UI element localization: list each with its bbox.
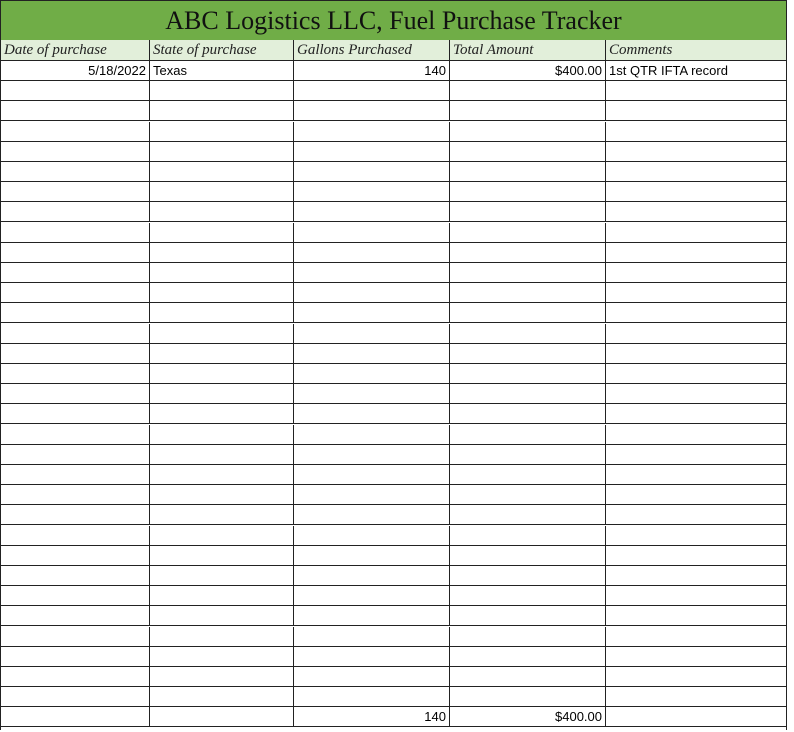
state-cell[interactable] <box>150 647 294 666</box>
total-amount-cell[interactable] <box>450 263 606 282</box>
total-amount-cell[interactable] <box>450 283 606 302</box>
total-amount-cell[interactable] <box>450 425 606 444</box>
header-date[interactable]: Date of purchase <box>1 40 150 60</box>
total-amount-cell[interactable] <box>450 182 606 201</box>
date-cell[interactable] <box>1 566 150 585</box>
state-cell[interactable] <box>150 263 294 282</box>
comments-cell[interactable] <box>606 142 786 161</box>
comments-cell[interactable] <box>606 465 786 484</box>
gallons-cell[interactable] <box>294 303 450 322</box>
total-amount-cell[interactable] <box>450 303 606 322</box>
date-cell[interactable] <box>1 465 150 484</box>
total-amount-cell[interactable] <box>450 202 606 221</box>
date-cell[interactable] <box>1 142 150 161</box>
gallons-cell[interactable] <box>294 202 450 221</box>
comments-cell[interactable] <box>606 243 786 262</box>
state-cell[interactable] <box>150 445 294 464</box>
total-amount-cell[interactable] <box>450 223 606 242</box>
comments-cell[interactable] <box>606 303 786 322</box>
state-cell[interactable]: Texas <box>150 61 294 80</box>
comments-cell[interactable] <box>606 566 786 585</box>
total-amount-cell[interactable] <box>450 324 606 343</box>
table-row <box>1 445 786 465</box>
total-amount-cell[interactable] <box>450 687 606 706</box>
state-cell[interactable] <box>150 142 294 161</box>
table-row <box>1 61 786 81</box>
table-row <box>1 344 786 364</box>
date-cell[interactable] <box>1 263 150 282</box>
comments-cell[interactable] <box>606 364 786 383</box>
state-cell[interactable] <box>150 122 294 141</box>
state-cell[interactable] <box>150 344 294 363</box>
comments-cell[interactable] <box>606 223 786 242</box>
comments-cell[interactable] <box>606 505 786 524</box>
table-row <box>1 81 786 101</box>
table-row <box>1 223 786 243</box>
table-row <box>1 404 786 424</box>
date-cell[interactable] <box>1 586 150 605</box>
total-amount-cell[interactable] <box>450 526 606 545</box>
state-cell[interactable] <box>150 324 294 343</box>
table-row <box>1 364 786 384</box>
table-row <box>1 202 786 222</box>
state-cell[interactable] <box>150 505 294 524</box>
comments-cell[interactable] <box>606 344 786 363</box>
gallons-cell[interactable]: 140 <box>294 707 450 726</box>
gallons-cell[interactable] <box>294 425 450 444</box>
date-cell[interactable] <box>1 667 150 686</box>
table-row <box>1 283 786 303</box>
comments-cell[interactable] <box>606 202 786 221</box>
gallons-cell[interactable] <box>294 384 450 403</box>
comments-cell[interactable]: 1st QTR IFTA record <box>609 63 728 78</box>
total-amount-cell[interactable] <box>450 445 606 464</box>
total-amount-cell[interactable] <box>450 627 606 646</box>
table-row <box>1 303 786 323</box>
date-cell[interactable] <box>1 647 150 666</box>
total-amount-cell[interactable] <box>450 344 606 363</box>
state-cell[interactable] <box>150 586 294 605</box>
date-cell[interactable] <box>1 283 150 302</box>
state-cell[interactable] <box>150 182 294 201</box>
comments-cell[interactable] <box>606 324 786 343</box>
gallons-cell[interactable] <box>294 546 450 565</box>
state-cell[interactable] <box>150 384 294 403</box>
header-total-amount[interactable]: Total Amount <box>450 40 606 60</box>
date-cell[interactable] <box>1 162 150 181</box>
state-cell[interactable] <box>150 202 294 221</box>
state-cell[interactable] <box>150 223 294 242</box>
date-cell[interactable] <box>1 707 150 726</box>
comments-cell[interactable] <box>606 485 786 504</box>
total-amount-cell[interactable] <box>450 404 606 423</box>
table-row <box>1 101 786 121</box>
state-cell[interactable] <box>150 687 294 706</box>
gallons-cell[interactable] <box>294 243 450 262</box>
date-cell[interactable] <box>1 182 150 201</box>
total-amount-cell[interactable] <box>450 142 606 161</box>
table-row <box>1 647 786 667</box>
total-amount-cell[interactable] <box>450 122 606 141</box>
state-cell[interactable] <box>150 707 294 726</box>
state-cell[interactable] <box>150 667 294 686</box>
title-bar <box>0 0 787 40</box>
date-cell[interactable] <box>1 485 150 504</box>
table-row <box>1 485 786 505</box>
comments-cell[interactable] <box>606 647 786 666</box>
date-cell[interactable] <box>1 425 150 444</box>
date-cell[interactable] <box>1 627 150 646</box>
state-cell[interactable] <box>150 162 294 181</box>
total-amount-cell[interactable] <box>450 667 606 686</box>
header-row <box>0 40 787 61</box>
comments-cell[interactable] <box>606 101 786 120</box>
date-cell[interactable] <box>1 101 150 120</box>
gallons-cell[interactable] <box>294 566 450 585</box>
total-amount-cell[interactable] <box>450 81 606 100</box>
date-cell[interactable] <box>1 364 150 383</box>
gallons-cell[interactable] <box>294 142 450 161</box>
total-amount-cell[interactable]: $400.00 <box>450 707 606 726</box>
state-cell[interactable] <box>150 566 294 585</box>
table-row <box>1 122 786 142</box>
state-cell[interactable] <box>150 546 294 565</box>
state-cell[interactable] <box>150 81 294 100</box>
gallons-cell[interactable] <box>294 687 450 706</box>
table-row <box>1 243 786 263</box>
gallons-cell[interactable] <box>294 606 450 625</box>
gallons-cell[interactable] <box>294 445 450 464</box>
gallons-cell[interactable] <box>294 101 450 120</box>
table-row <box>1 425 786 445</box>
comments-cell[interactable] <box>606 81 786 100</box>
comments-cell[interactable] <box>606 687 786 706</box>
gallons-cell[interactable] <box>294 223 450 242</box>
gallons-cell[interactable] <box>294 586 450 605</box>
comments-cell[interactable] <box>606 627 786 646</box>
total-amount-cell[interactable] <box>450 586 606 605</box>
date-cell[interactable]: 5/18/2022 <box>1 61 150 80</box>
gallons-cell[interactable] <box>294 465 450 484</box>
gallons-cell[interactable] <box>294 324 450 343</box>
state-cell[interactable] <box>150 283 294 302</box>
header-state[interactable]: State of purchase <box>150 40 294 60</box>
gallons-cell[interactable] <box>294 283 450 302</box>
state-cell[interactable] <box>150 404 294 423</box>
gallons-cell[interactable] <box>294 122 450 141</box>
state-cell[interactable] <box>150 101 294 120</box>
date-cell[interactable] <box>1 122 150 141</box>
date-cell[interactable] <box>1 223 150 242</box>
date-cell[interactable] <box>1 324 150 343</box>
table-row <box>1 182 786 202</box>
comments-cell[interactable] <box>606 122 786 141</box>
table-row <box>1 465 786 485</box>
state-cell[interactable] <box>150 425 294 444</box>
comments-cell[interactable] <box>606 707 786 726</box>
comments-cell[interactable] <box>606 425 786 444</box>
gallons-cell[interactable] <box>294 404 450 423</box>
gallons-cell[interactable] <box>294 505 450 524</box>
table-row <box>1 586 786 606</box>
total-amount-cell[interactable] <box>450 364 606 383</box>
state-cell[interactable] <box>150 465 294 484</box>
table-row <box>1 324 786 344</box>
date-cell[interactable] <box>1 404 150 423</box>
total-amount-cell[interactable] <box>450 101 606 120</box>
date-cell[interactable] <box>1 81 150 100</box>
gallons-cell[interactable]: 140 <box>294 61 450 80</box>
total-amount-cell[interactable] <box>450 485 606 504</box>
state-cell[interactable] <box>150 526 294 545</box>
gallons-cell[interactable] <box>294 647 450 666</box>
total-amount-cell[interactable] <box>450 647 606 666</box>
date-cell[interactable] <box>1 344 150 363</box>
comments-cell[interactable] <box>606 283 786 302</box>
table-row <box>1 526 786 546</box>
total-amount-cell[interactable] <box>450 243 606 262</box>
total-amount-cell[interactable] <box>450 505 606 524</box>
date-cell[interactable] <box>1 303 150 322</box>
state-cell[interactable] <box>150 485 294 504</box>
totals-row <box>1 707 786 727</box>
total-amount-cell[interactable] <box>450 384 606 403</box>
state-cell[interactable] <box>150 627 294 646</box>
total-amount-cell[interactable] <box>450 465 606 484</box>
gallons-cell[interactable] <box>294 263 450 282</box>
gallons-cell[interactable] <box>294 162 450 181</box>
table-row <box>1 546 786 566</box>
gallons-cell[interactable] <box>294 81 450 100</box>
table-row <box>1 687 786 707</box>
gallons-cell[interactable] <box>294 182 450 201</box>
table-row <box>1 627 786 647</box>
date-cell[interactable] <box>1 445 150 464</box>
gallons-cell[interactable] <box>294 485 450 504</box>
date-cell[interactable] <box>1 546 150 565</box>
comments-cell[interactable] <box>606 586 786 605</box>
total-amount-cell[interactable]: $400.00 <box>450 61 606 80</box>
comments-cell[interactable] <box>606 263 786 282</box>
table-row <box>1 384 786 404</box>
table-row <box>1 606 786 626</box>
date-cell[interactable] <box>1 243 150 262</box>
comments-cell[interactable] <box>606 546 786 565</box>
table-row <box>1 667 786 687</box>
total-amount-cell[interactable] <box>450 566 606 585</box>
date-cell[interactable] <box>1 606 150 625</box>
comments-cell[interactable] <box>606 404 786 423</box>
comments-cell[interactable] <box>606 162 786 181</box>
date-cell[interactable] <box>1 505 150 524</box>
comments-cell[interactable] <box>606 384 786 403</box>
comments-cell[interactable] <box>606 182 786 201</box>
gallons-cell[interactable] <box>294 667 450 686</box>
total-amount-cell[interactable] <box>450 546 606 565</box>
comments-cell[interactable] <box>606 606 786 625</box>
comments-cell[interactable] <box>606 667 786 686</box>
table-row <box>1 505 786 525</box>
gallons-cell[interactable] <box>294 344 450 363</box>
date-cell[interactable] <box>1 526 150 545</box>
date-cell[interactable] <box>1 384 150 403</box>
state-cell[interactable] <box>150 606 294 625</box>
total-amount-cell[interactable] <box>450 606 606 625</box>
sheet-title[interactable]: ABC Logistics LLC, Fuel Purchase Tracker <box>165 5 622 35</box>
gallons-cell[interactable] <box>294 364 450 383</box>
table-row <box>1 162 786 182</box>
gallons-cell[interactable] <box>294 526 450 545</box>
table-row <box>1 142 786 162</box>
table-row <box>1 263 786 283</box>
state-cell[interactable] <box>150 364 294 383</box>
comments-cell[interactable] <box>606 445 786 464</box>
total-amount-cell[interactable] <box>450 162 606 181</box>
state-cell[interactable] <box>150 243 294 262</box>
header-gallons[interactable]: Gallons Purchased <box>294 40 450 60</box>
table-row <box>1 566 786 586</box>
data-grid <box>0 61 787 730</box>
date-cell[interactable] <box>1 687 150 706</box>
header-comments[interactable]: Comments <box>609 42 673 58</box>
date-cell[interactable] <box>1 202 150 221</box>
state-cell[interactable] <box>150 303 294 322</box>
comments-cell[interactable] <box>606 526 786 545</box>
gallons-cell[interactable] <box>294 627 450 646</box>
